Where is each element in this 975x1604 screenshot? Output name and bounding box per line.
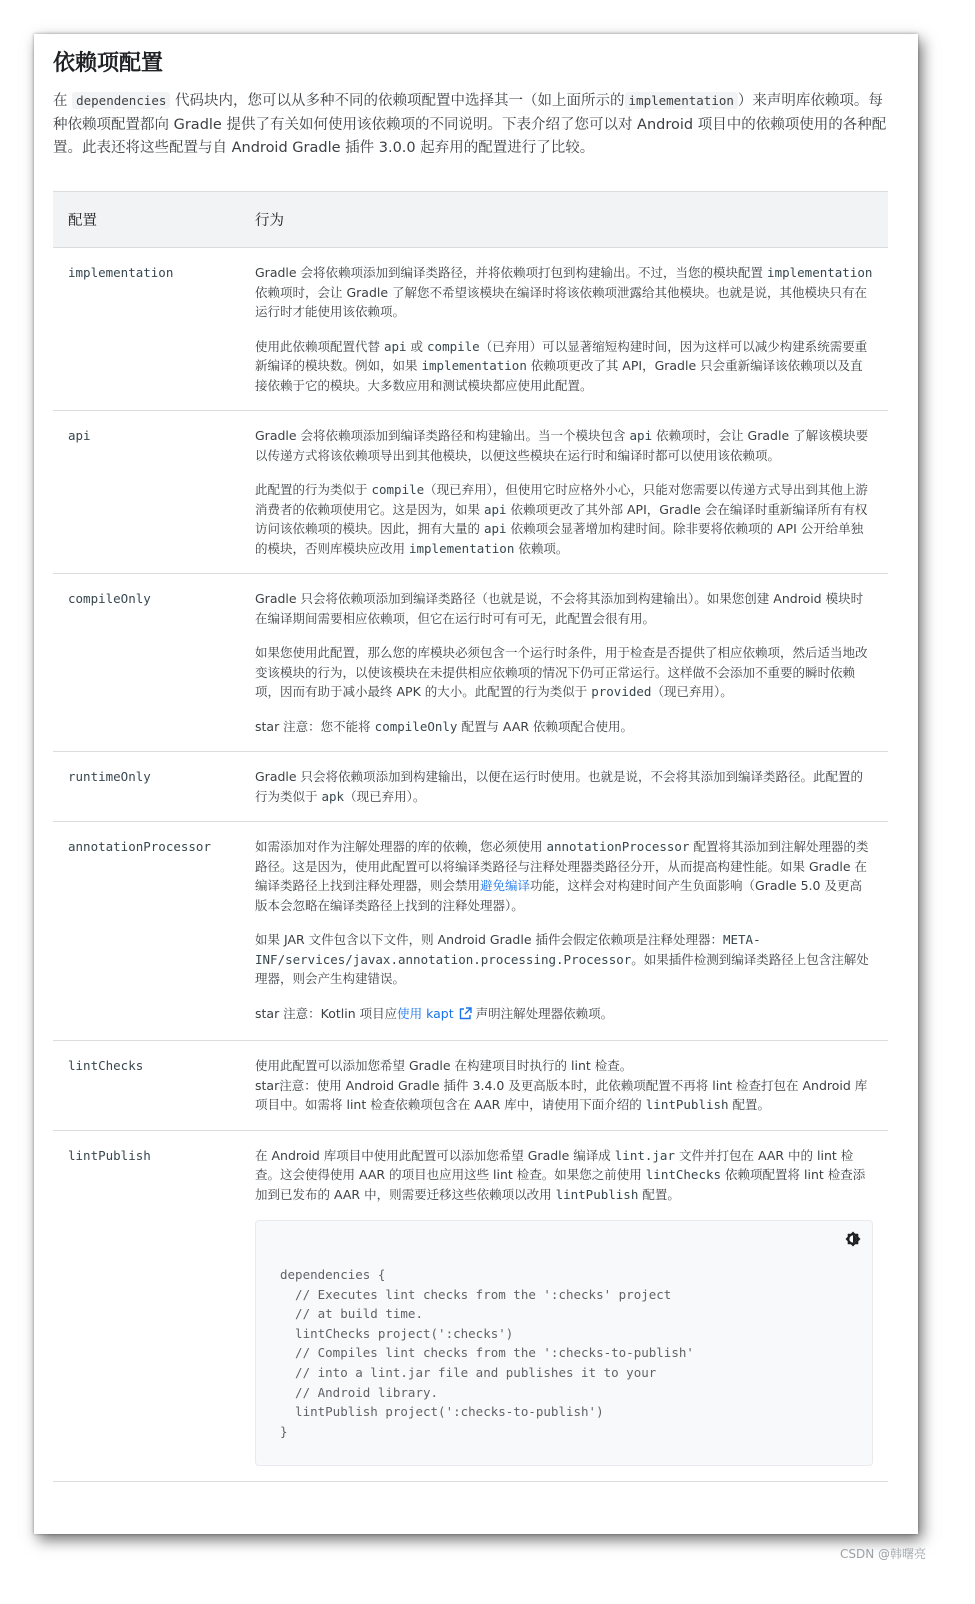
table-header-row — [53, 192, 888, 248]
use-kapt-link[interactable]: 使用 kapt — [397, 1005, 454, 1021]
avoid-compilation-link[interactable]: 避免编译 — [480, 878, 531, 893]
code-text: dependencies { // Executes lint checks from the ':checks' project // at build time. lintChecks project(':checks') // Compiles lint checks from the ':checks-to-publish' // into a lint.jar file and publishes it to your // Android library. lintPublish project(':checks-to-publish') } — [280, 1267, 694, 1439]
config-name: lintChecks — [68, 1058, 144, 1073]
watermark: CSDN @韩曙亮 — [840, 1547, 927, 1561]
dark-mode-toggle-icon[interactable] — [844, 1230, 862, 1248]
code-block — [255, 1220, 873, 1466]
config-name: compileOnly — [68, 591, 151, 606]
behavior-cell: 使用此配置可以添加您希望 Gradle 在构建项目时执行的 lint 检查。 star注意：使用 Android Gradle 插件 3.4.0 及更高版本时，此依赖项配置不再将 lint 检查打包在 Android 库项目中。如需将 lint 检查依赖项包含在 AAR 库中，请使用下面介绍的 lintPublish 配置。 — [240, 1041, 888, 1131]
page-title: 依赖项配置 — [53, 51, 164, 76]
table-row — [53, 822, 888, 1041]
intro-paragraph: 在 dependencies 代码块内，您可以从多种不同的依赖项配置中选择其一（如上面所示的 implementation ）来声明库依赖项。每种依赖项配置都向 Gradle 提供了有关如何使用该依赖项的不同说明。下表介绍了您可以对 Android 项目中的依赖项使用的各种配置。此表还将这些配置与自 Android Gradle 插件 3.0.0 起弃用的配置进行了比较。 — [53, 93, 887, 156]
behavior-cell: Gradle 会将依赖项添加到编译类路径，并将依赖项打包到构建输出。不过，当您的模块配置 implementation 依赖项时，会让 Gradle 了解您不希望该模块在编译时将该依赖项泄露给其他模块。也就是说，其他模块只有在运行时才能使用该依赖项。 使用此依赖项配置代替 api 或 compile（已弃用）可以显著缩短构建时间，因为这样可以减少构建系统需要重新编译的模块数。例如，如果 implementation 依赖项更改了其 API，Gradle 只会重新编译该依赖项以及直接依赖于它的模块。大多数应用和测试模块都应使用此配置。 — [240, 248, 888, 411]
inline-code: implementation — [625, 92, 738, 109]
table-row — [53, 1041, 888, 1131]
behavior-cell: Gradle 只会将依赖项添加到构建输出，以便在运行时使用。也就是说，不会将其添加到编译类路径。此配置的行为类似于 apk（现已弃用）。 — [240, 752, 888, 822]
header-config: 配置 — [53, 192, 240, 248]
header-behavior: 行为 — [240, 192, 888, 248]
config-name: implementation — [68, 265, 174, 280]
table-row — [53, 752, 888, 822]
inline-code: dependencies — [72, 92, 170, 109]
config-table — [53, 191, 888, 1482]
table-row — [53, 411, 888, 574]
table-row — [53, 574, 888, 752]
behavior-cell: 在 Android 库项目中使用此配置可以添加您希望 Gradle 编译成 lint.jar 文件并打包在 AAR 中的 lint 检查。这会使得使用 AAR 的项目也应用这些 lint 检查。如果您之前使用 lintChecks 依赖项配置将 lint 检查添加到已发布的 AAR 中，则需要迁移这些依赖项以改用 lintPublish 配置。 dependencies { // Executes lint checks from the ':checks' project // at build time. lintChecks project(':checks') // Compiles lint checks from the ':checks-to-publish' // into a lint.jar file and publishes it to your // Android library. lintPublish project(':checks-to-publish') } — [240, 1130, 888, 1482]
config-name: annotationProcessor — [68, 839, 211, 854]
config-name: lintPublish — [68, 1147, 151, 1163]
behavior-cell: 如需添加对作为注解处理器的库的依赖，您必须使用 annotationProcessor 配置将其添加到注解处理器的类路径。这是因为，使用此配置可以将编译类路径与注释处理器类路径分开，从而提高构建性能。如果 Gradle 在编译类路径上找到注释处理器，则会禁用避免编译功能，这样会对构建时间产生负面影响（Gradle 5.0 及更高版本会忽略在编译类路径上找到的注释处理器）。 如果 JAR 文件包含以下文件，则 Android Gradle 插件会假定依赖项是注释处理器：META-INF/services/javax.annotation.processing.Processor。如果插件检测到编译类路径上包含注解处理器，则会产生构建错误。 star 注意：Kotlin 项目应使用 kapt 声明注解处理器依赖项。 — [240, 822, 888, 1041]
table-row — [53, 1130, 888, 1482]
table-row — [53, 248, 888, 411]
behavior-cell: Gradle 会将依赖项添加到编译类路径和构建输出。当一个模块包含 api 依赖项时，会让 Gradle 了解该模块要以传递方式将该依赖项导出到其他模块，以便这些模块在运行时和编译时都可以使用该依赖项。 此配置的行为类似于 compile（现已弃用），但使用它时应格外小心，只能对您需要以传递方式导出到其他上游消费者的依赖项使用它。这是因为，如果 api 依赖项更改了其外部 API，Gradle 会在编译时重新编译所有有权访问该依赖项的模块。因此，拥有大量的 api 依赖项会显著增加构建时间。除非要将依赖项的 API 公开给单独的模块，否则库模块应改用 implementation 依赖项。 — [240, 411, 888, 574]
behavior-cell: Gradle 只会将依赖项添加到编译类路径（也就是说，不会将其添加到构建输出）。如果您创建 Android 模块时在编译期间需要相应依赖项，但它在运行时可有可无，此配置会很有用。 如果您使用此配置，那么您的库模块必须包含一个运行时条件，用于检查是否提供了相应依赖项，然后适当地改变该模块的行为，以使该模块在未提供相应依赖项的情况下仍可正常运行。这样做不会添加不重要的瞬时依赖项，因而有助于减小最终 APK 的大小。此配置的行为类似于 provided（现已弃用）。 star 注意：您不能将 compileOnly 配置与 AAR 依赖项配合使用。 — [240, 574, 888, 752]
doc-card — [34, 34, 918, 1534]
external-link-icon[interactable] — [459, 1006, 472, 1026]
config-name: api — [68, 428, 91, 443]
config-name: runtimeOnly — [68, 769, 151, 784]
